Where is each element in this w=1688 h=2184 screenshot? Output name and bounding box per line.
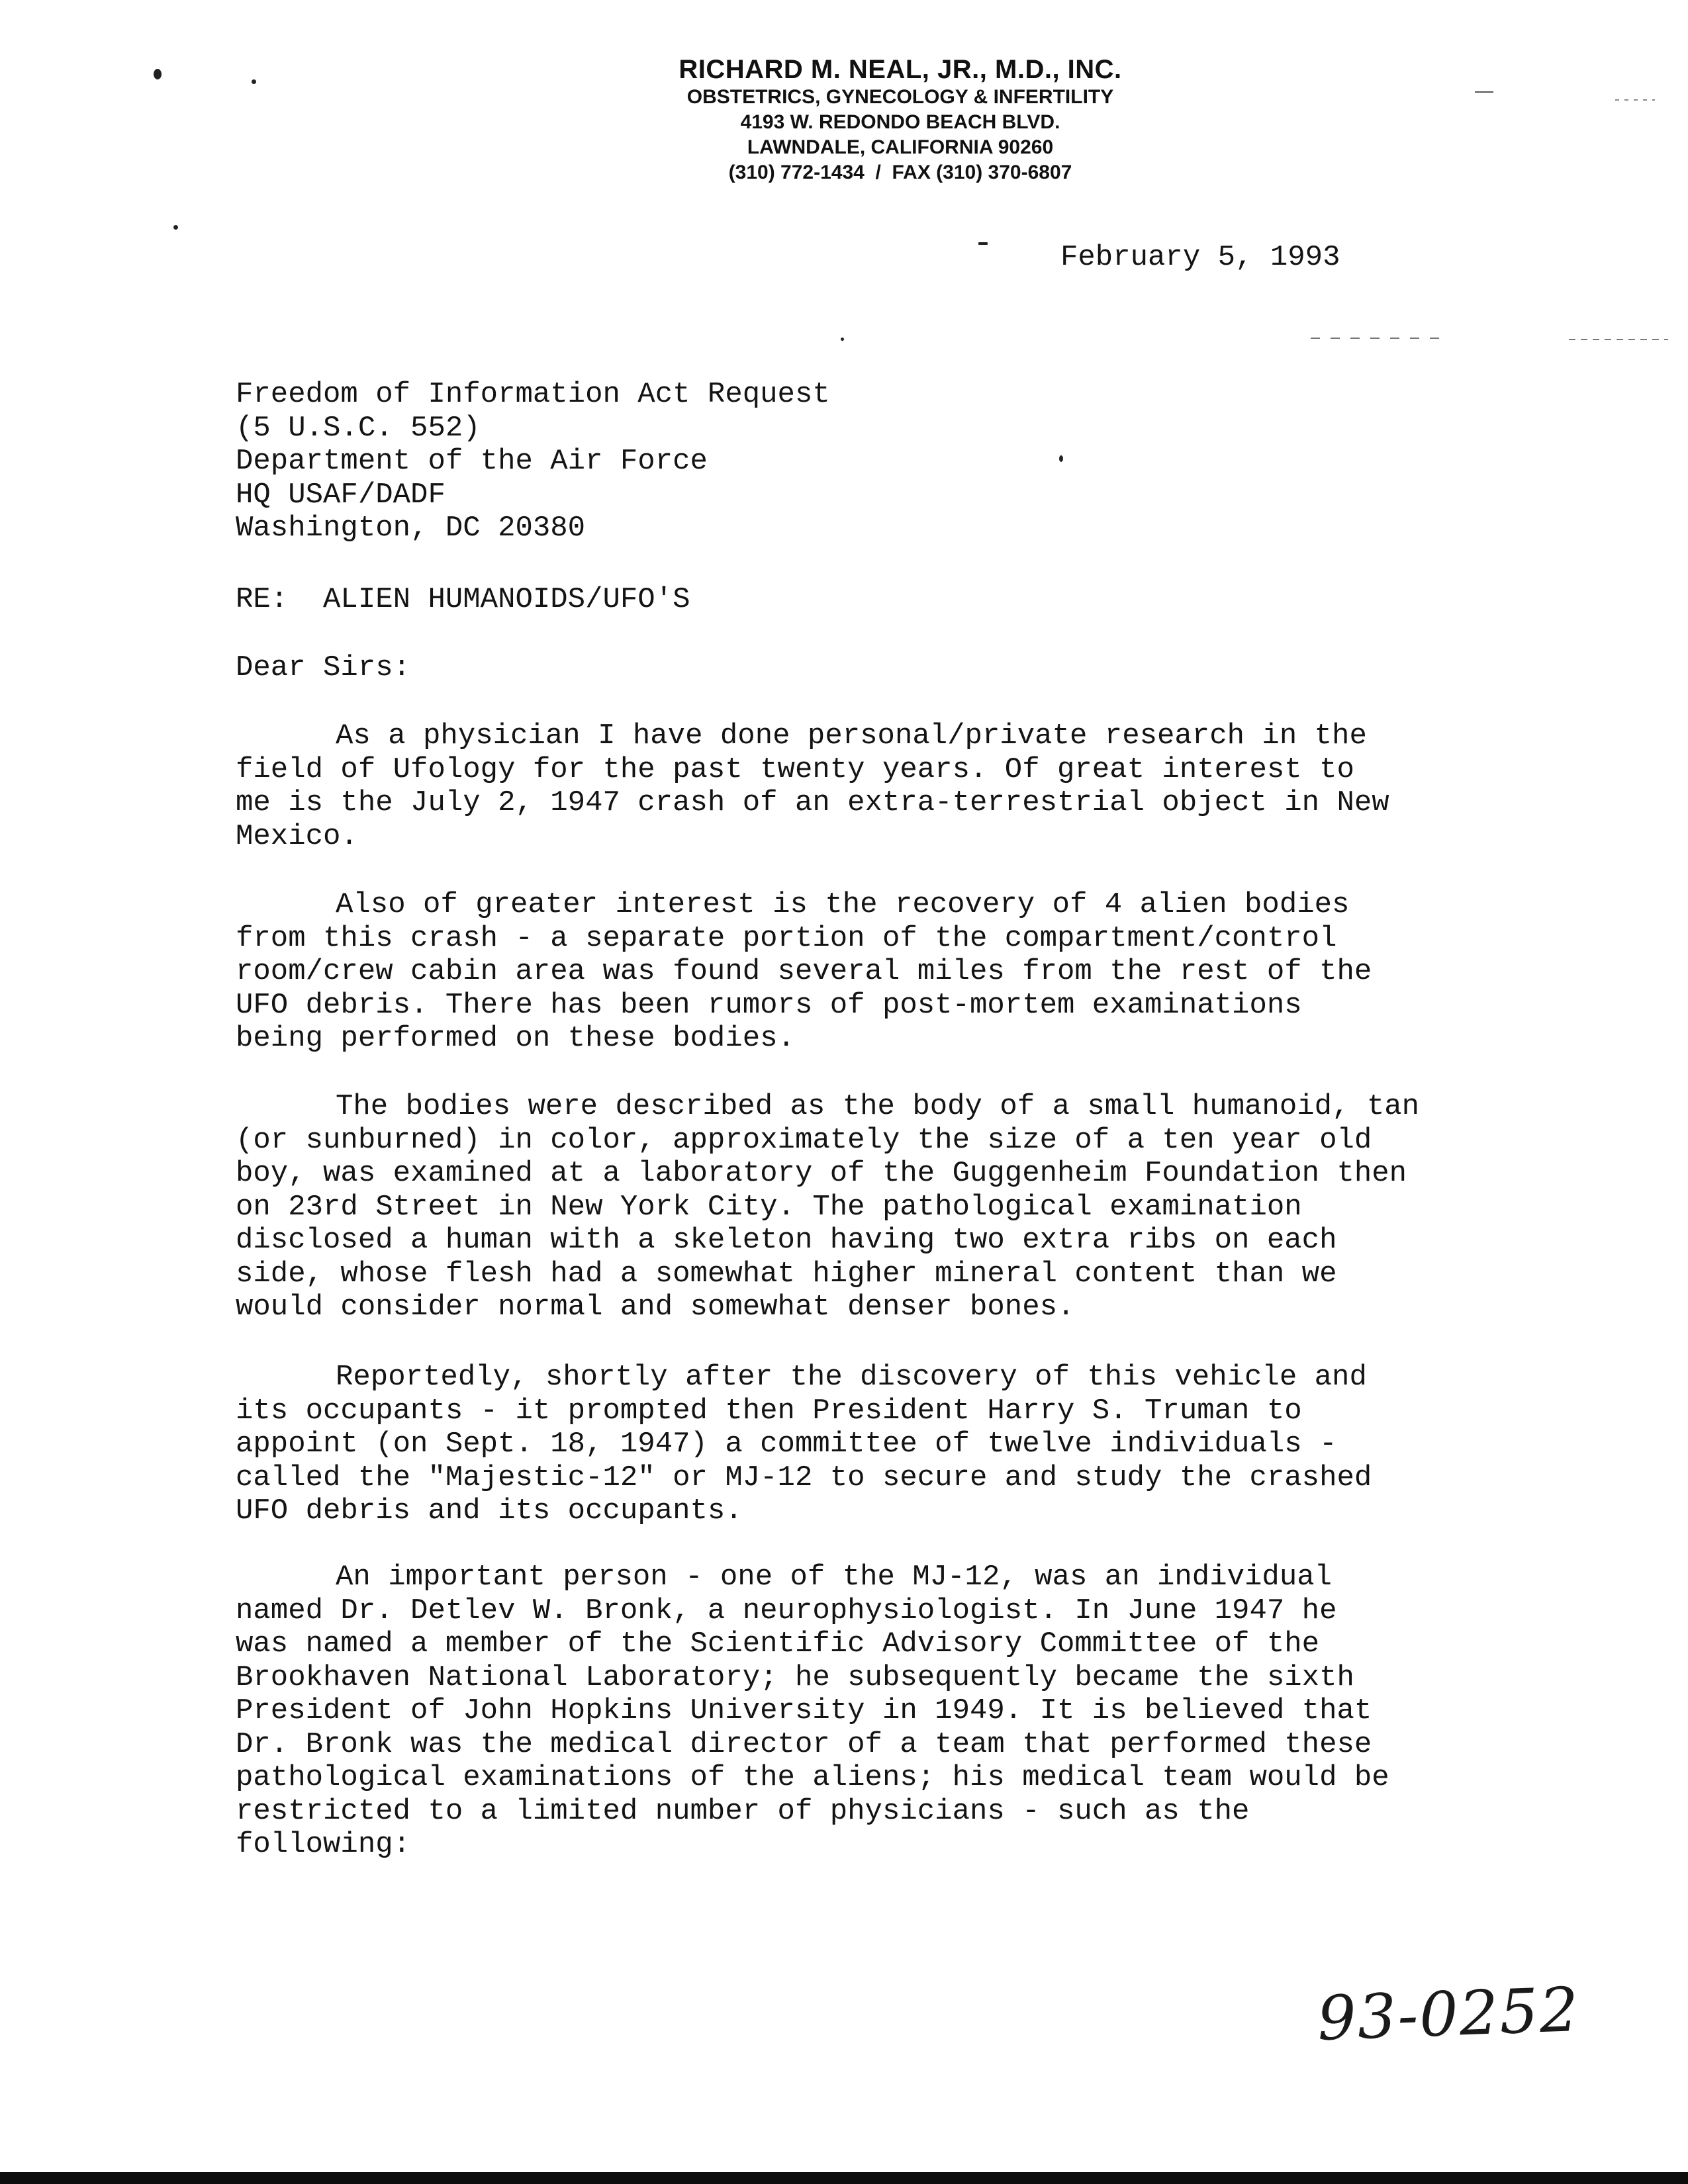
recipient-address [236,378,830,545]
letterhead-specialty: OBSTETRICS, GYNECOLOGY & INFERTILITY [686,86,1114,108]
paragraph-line: its occupants - it prompted then President Harry S. Truman to [236,1394,1302,1428]
paragraph-line: would consider normal and somewhat denser bones. [236,1291,1075,1324]
paragraph-line: restricted to a limited number of physicians - such as the [236,1794,1250,1828]
scan-dash [1615,99,1655,101]
paragraph-line: named Dr. Detlev W. Bronk, a neurophysiologist. In June 1947 he [236,1594,1337,1627]
recipient-line: Freedom of Information Act Request [236,378,830,411]
letter-date: February 5, 1993 [1060,241,1340,274]
body-paragraph [236,719,1389,853]
scan-speck [978,242,988,245]
scan-dash [1569,339,1668,340]
scan-dash [1311,338,1443,339]
paragraph-line: was named a member of the Scientific Advisory Committee of the [236,1627,1320,1661]
letterhead-street: 4193 W. REDONDO BEACH BLVD. [740,111,1060,133]
paragraph-line: me is the July 2, 1947 crash of an extra-terrestrial object in New [236,786,1389,819]
salutation: Dear Sirs: [236,651,411,684]
paragraph-line: (or sunburned) in color, approximately the size of a ten year old [236,1123,1372,1157]
paragraph-line: Dr. Bronk was the medical director of a team that performed these [236,1727,1372,1761]
subject-line: RE: ALIEN HUMANOIDS/UFO'S [236,583,690,616]
paragraph-line: on 23rd Street in New York City. The pathological examination [236,1190,1302,1224]
paragraph-line: President of John Hopkins University in 1949. It is believed that [236,1694,1372,1727]
paragraph-line: field of Ufology for the past twenty years. Of great interest to [236,752,1354,786]
recipient-line: (5 U.S.C. 552) [236,411,481,445]
letterhead-city: LAWNDALE, CALIFORNIA 90260 [747,136,1054,158]
recipient-line: Washington, DC 20380 [236,512,586,545]
handwritten-case-number: 93-0252 [1316,1974,1581,2054]
paragraph-line: boy, was examined at a laboratory of the Guggenheim Foundation then [236,1157,1407,1190]
scan-speck [252,79,256,84]
body-paragraph [236,888,1372,1056]
paragraph-line: UFO debris. There has been rumors of post-mortem examinations [236,988,1302,1022]
paragraph-line: called the "Majestic-12" or MJ-12 to secure and study the crashed [236,1461,1372,1494]
paragraph-line: An important person - one of the MJ-12, was an individual [336,1561,1333,1594]
scan-speck [173,225,178,230]
scan-speck [841,338,844,341]
paragraph-line: from this crash - a separate portion of the compartment/control [236,921,1337,955]
paragraph-line: Mexico. [236,819,358,853]
paragraph-line: UFO debris and its occupants. [236,1494,743,1527]
scan-speck [154,69,162,79]
paragraph-line: following: [236,1828,411,1861]
paragraph-line: disclosed a human with a skeleton having two extra ribs on each [236,1224,1337,1257]
paragraph-line: The bodies were described as the body of a small humanoid, tan [336,1090,1420,1123]
scan-dash [1475,91,1493,93]
paragraph-line: Brookhaven National Laboratory; he subsequently became the sixth [236,1661,1354,1694]
letterhead-name: RICHARD M. NEAL, JR., M.D., INC. [679,55,1122,84]
body-paragraph [236,1361,1372,1528]
paragraph-line: being performed on these bodies. [236,1022,795,1055]
recipient-line: HQ USAF/DADF [236,478,445,512]
paragraph-line: As a physician I have done personal/private research in the [336,719,1367,752]
body-paragraph [236,1090,1420,1324]
paragraph-line: side, whose flesh had a somewhat higher mineral content than we [236,1257,1337,1291]
paragraph-line: room/crew cabin area was found several miles from the rest of the [236,955,1372,988]
body-paragraph [236,1561,1389,1862]
scan-speck [1059,455,1063,462]
scan-bottom-edge [0,2172,1688,2184]
letterhead [569,54,1231,185]
paragraph-line: Reportedly, shortly after the discovery of this vehicle and [336,1361,1367,1394]
paragraph-line: appoint (on Sept. 18, 1947) a committee of twelve individuals - [236,1428,1337,1461]
recipient-line: Department of the Air Force [236,445,708,478]
paragraph-line: pathological examinations of the aliens; his medical team would be [236,1761,1389,1794]
letterhead-phone-fax: (310) 772-1434 / FAX (310) 370-6807 [728,161,1072,183]
paragraph-line: Also of greater interest is the recovery of 4 alien bodies [336,888,1350,921]
